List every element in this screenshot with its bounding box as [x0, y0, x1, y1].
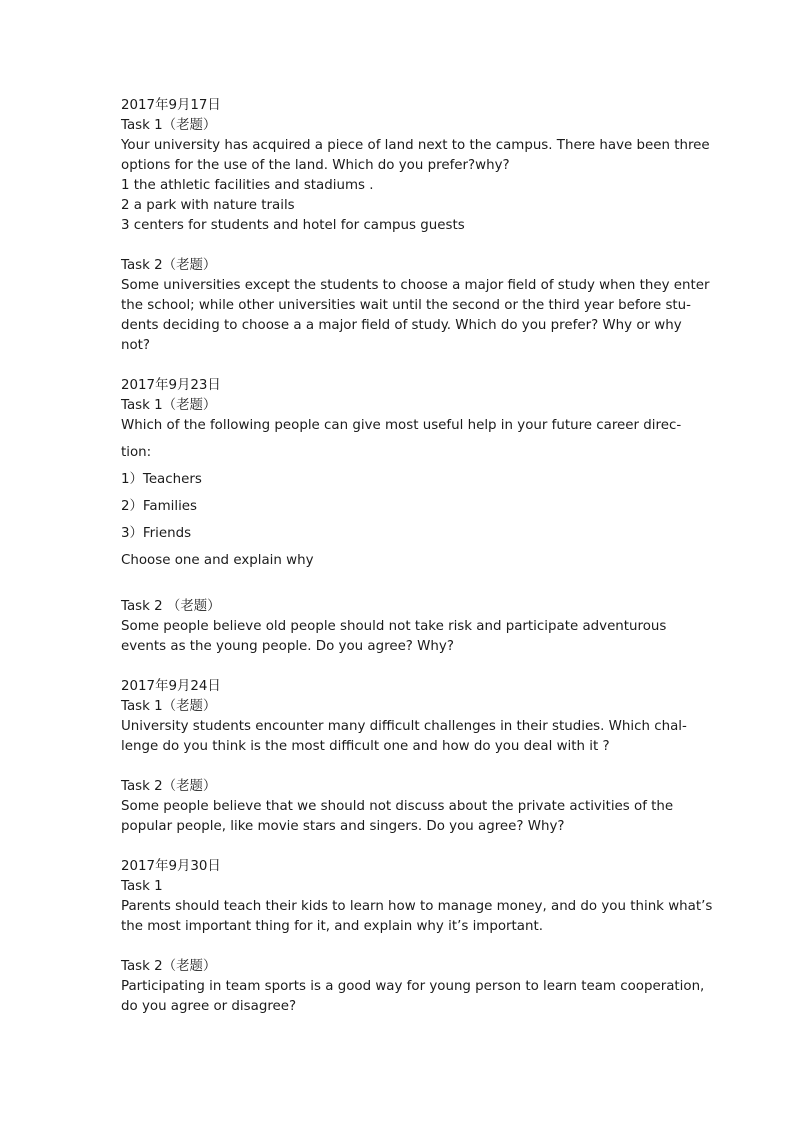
task-text-line: Parents should teach their kids to learn how to manage money, and do you think what’s — [121, 899, 713, 914]
task-text-line: lenge do you think is the most difficult one and how do you deal with it ? — [121, 739, 610, 754]
task-label: Task 2（老题） — [121, 959, 217, 974]
task-label: Task 1 — [121, 879, 163, 894]
entry-date: 2017年9月17日 — [121, 98, 221, 113]
task-text-line: Some people believe that we should not discuss about the private activities of the — [121, 799, 674, 814]
document-page — [121, 96, 713, 1017]
task-text-line: Participating in team sports is a good way for young person to learn team cooperation, — [121, 979, 705, 994]
task-text-line: Your university has acquired a piece of land next to the campus. There have been three — [121, 138, 710, 153]
task-text-line: dents deciding to choose a a major field of study. Which do you prefer? Why or why — [121, 318, 682, 333]
task-label: Task 1（老题） — [121, 398, 217, 413]
task-label: Task 2（老题） — [121, 258, 217, 273]
task-text-line: options for the use of the land. Which do you prefer?why? — [121, 158, 510, 173]
task-option-line: 2 a park with nature trails — [121, 198, 295, 213]
task-option-line: 1）Teachers — [121, 472, 202, 487]
task-option-line: 3 centers for students and hotel for campus guests — [121, 218, 465, 233]
task-text-line: the most important thing for it, and explain why it’s important. — [121, 919, 543, 934]
entry-date: 2017年9月24日 — [121, 679, 221, 694]
task-label: Task 2（老题） — [121, 779, 217, 794]
entry-date: 2017年9月23日 — [121, 378, 221, 393]
task-text-line: not? — [121, 338, 151, 353]
task-label: Task 1（老题） — [121, 699, 217, 714]
task-option-line: 2）Families — [121, 499, 198, 514]
task-label: Task 1（老题） — [121, 118, 217, 133]
task-text-line: popular people, like movie stars and singers. Do you agree? Why? — [121, 819, 565, 834]
task-text-line: Which of the following people can give most useful help in your future career direc- — [121, 418, 682, 433]
task-text-line: tion: — [121, 445, 152, 460]
task-text-line: events as the young people. Do you agree? Why? — [121, 639, 454, 654]
task-text-line: Choose one and explain why — [121, 553, 314, 568]
task-text-line: the school; while other universities wait until the second or the third year before stu- — [121, 298, 691, 313]
task-text-line: University students encounter many difficult challenges in their studies. Which chal- — [121, 719, 687, 734]
task-text-line: Some universities except the students to choose a major field of study when they enter — [121, 278, 710, 293]
task-text-line: do you agree or disagree? — [121, 999, 297, 1014]
task-label: Task 2 （老题） — [121, 599, 221, 614]
entry-date: 2017年9月30日 — [121, 859, 221, 874]
task-option-line: 1 the athletic facilities and stadiums . — [121, 178, 374, 193]
task-text-line: Some people believe old people should not take risk and participate adventurous — [121, 619, 667, 634]
task-option-line: 3）Friends — [121, 526, 192, 541]
